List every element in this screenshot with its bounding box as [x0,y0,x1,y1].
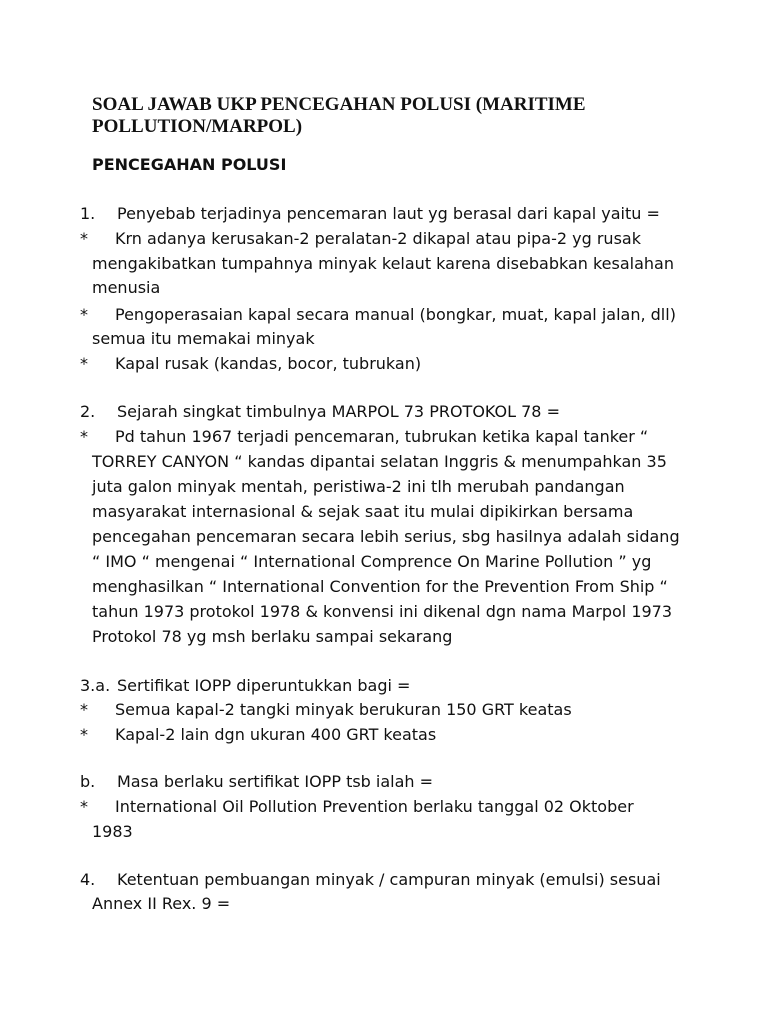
question-text: Ketentuan pembuangan minyak / campuran minyak (emulsi) sesuai [117,870,661,889]
answer-line: Kapal-2 lain dgn ukuran 400 GRT keatas [115,725,437,744]
question-text: Sertifikat IOPP diperuntukkan bagi = [117,676,411,695]
answer-line: tahun 1973 protokol 1978 & konvensi ini dikenal dgn nama Marpol 1973 [92,602,673,621]
answer-line: TORREY CANYON “ kandas dipantai selatan Inggris & menumpahkan 35 [92,452,667,471]
title-line-2: POLLUTION/MARPOL) [92,116,303,137]
section-heading: PENCEGAHAN POLUSI [92,155,287,174]
question-number: 3.a. [80,676,111,695]
answer-line: International Oil Pollution Prevention berlaku tanggal 02 Oktober [115,797,634,816]
answer-line: semua itu memakai minyak [92,329,315,348]
bullet-marker: * [80,229,88,248]
answer-line: Krn adanya kerusakan-2 peralatan-2 dikapal atau pipa-2 yg rusak [115,229,641,248]
question-text: Penyebab terjadinya pencemaran laut yg berasal dari kapal yaitu = [117,204,660,223]
bullet-marker: * [80,797,88,816]
title-line-1: SOAL JAWAB UKP PENCEGAHAN POLUSI (MARITIME [92,94,586,115]
answer-line: Protokol 78 yg msh berlaku sampai sekarang [92,627,453,646]
question-text: Sejarah singkat timbulnya MARPOL 73 PROTOKOL 78 = [117,402,560,421]
answer-line: menusia [92,278,161,297]
answer-line: Semua kapal-2 tangki minyak berukuran 150 GRT keatas [115,700,572,719]
bullet-marker: * [80,305,88,324]
bullet-marker: * [80,725,88,744]
question-text: Masa berlaku sertifikat IOPP tsb ialah = [117,772,434,791]
answer-line: 1983 [92,822,133,841]
answer-line: masyarakat internasional & sejak saat itu mulai dipikirkan bersama [92,502,634,521]
bullet-marker: * [80,427,88,446]
question-text-line: Annex II Rex. 9 = [92,894,231,913]
question-number: 2. [80,402,96,421]
bullet-marker: * [80,700,88,719]
answer-line: juta galon minyak mentah, peristiwa-2 ini tlh merubah pandangan [92,477,625,496]
question-number: 1. [80,204,96,223]
answer-line: Pd tahun 1967 terjadi pencemaran, tubrukan ketika kapal tanker “ [115,427,649,446]
answer-line: mengakibatkan tumpahnya minyak kelaut karena disebabkan kesalahan [92,254,674,273]
answer-line: pencegahan pencemaran secara lebih serius, sbg hasilnya adalah sidang [92,527,680,546]
answer-line: menghasilkan “ International Convention for the Prevention From Ship “ [92,577,668,596]
question-number: b. [80,772,96,791]
answer-line: “ IMO “ mengenai “ International Comprence On Marine Pollution ” yg [92,552,652,571]
question-number: 4. [80,870,96,889]
answer-line: Pengoperasaian kapal secara manual (bongkar, muat, kapal jalan, dll) [115,305,676,324]
document-title [92,94,712,138]
bullet-marker: * [80,354,88,373]
answer-line: Kapal rusak (kandas, bocor, tubrukan) [115,354,422,373]
